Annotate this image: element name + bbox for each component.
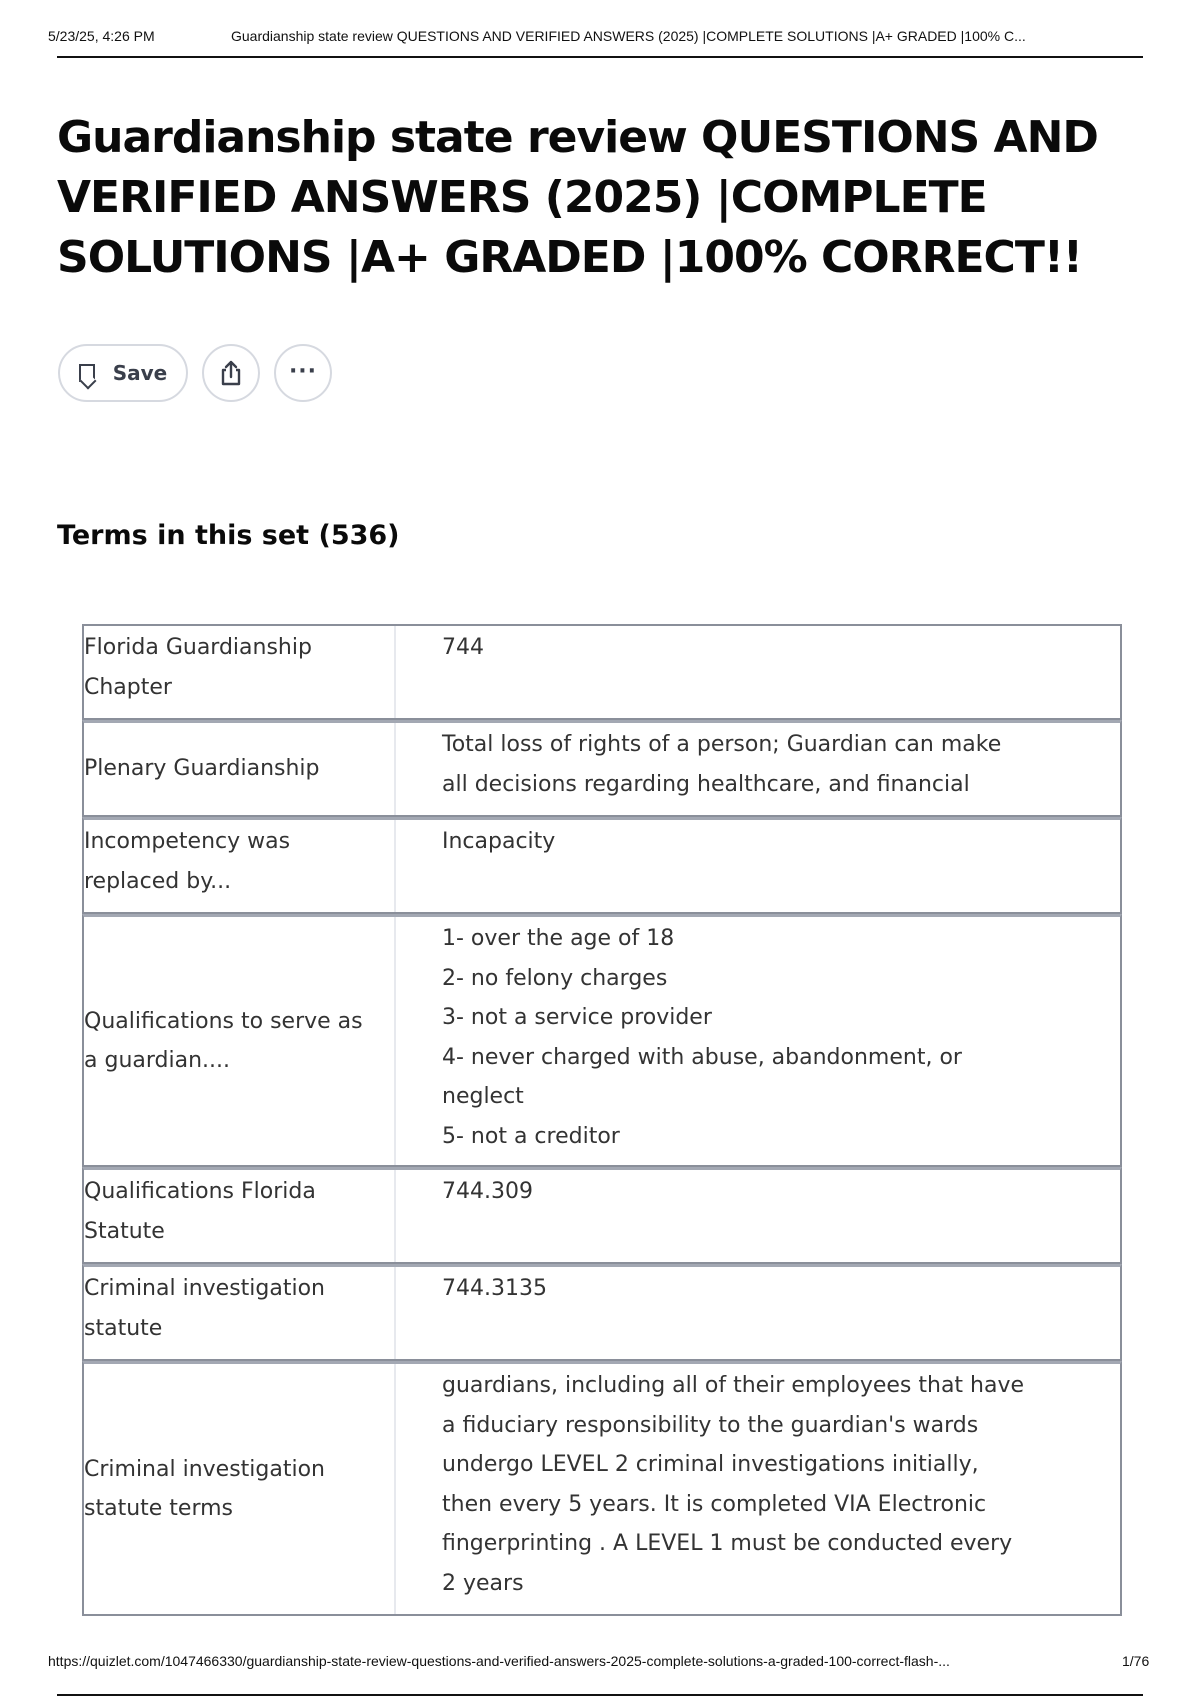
print-doc-title: Guardianship state review QUESTIONS AND VERIFIED ANSWERS (2025) |COMPLETE SOLUTIONS |A+ GRADED |100% C... — [231, 28, 1026, 44]
definition-text — [442, 1364, 1120, 1603]
column-divider — [394, 626, 396, 718]
term-line: a guardian.... — [84, 1048, 230, 1073]
term-text — [84, 1170, 394, 1262]
term-line: statute terms — [84, 1496, 234, 1521]
more-options-button[interactable] — [274, 344, 332, 402]
column-divider — [394, 723, 396, 815]
term-text — [84, 917, 394, 1165]
header-divider — [57, 56, 1143, 58]
term-line: statute — [84, 1315, 163, 1341]
footer-divider — [57, 1694, 1143, 1696]
term-text — [84, 820, 394, 912]
definition-line: 4- never charged with abuse, abandonment, or — [442, 1044, 962, 1070]
share-button[interactable] — [202, 344, 260, 402]
term-line: replaced by... — [84, 868, 232, 894]
definition-line: all decisions regarding healthcare, and financial — [442, 771, 970, 797]
definition-text — [442, 1170, 1120, 1212]
term-text — [84, 723, 394, 815]
page-number: 1/76 — [1122, 1653, 1150, 1669]
definition-line: Total loss of rights of a person; Guardian can make — [442, 732, 1002, 757]
term-text — [84, 1364, 394, 1614]
definition-text — [442, 820, 1120, 862]
save-button-label: Save — [112, 361, 168, 385]
term-line: Incompetency was — [84, 829, 291, 854]
definition-line: 3- not a service provider — [442, 1005, 712, 1030]
definition-line: a fiduciary responsibility to the guardian's wards — [442, 1412, 979, 1438]
definition-line: 1- over the age of 18 — [442, 926, 675, 951]
term-row — [82, 1361, 1122, 1616]
term-line: Criminal investigation — [84, 1456, 325, 1482]
term-text — [84, 1267, 394, 1359]
definition-line: 2 years — [442, 1570, 524, 1596]
share-icon — [218, 359, 244, 387]
term-line: Plenary Guardianship — [84, 756, 320, 782]
term-text — [84, 626, 394, 718]
definition-text — [442, 1267, 1120, 1309]
definition-line: neglect — [442, 1084, 524, 1109]
definition-line: Incapacity — [442, 829, 556, 854]
term-row — [82, 720, 1122, 817]
term-line: Qualifications Florida — [84, 1179, 316, 1204]
definition-line: 5- not a creditor — [442, 1123, 620, 1149]
term-row — [82, 1167, 1122, 1264]
column-divider — [394, 917, 396, 1165]
term-row — [82, 624, 1122, 720]
definition-line: 744.309 — [442, 1179, 533, 1204]
terms-heading: Terms in this set (536) — [57, 520, 400, 551]
bookmark-icon — [79, 364, 95, 382]
print-url: https://quizlet.com/1047466330/guardianship-state-review-questions-and-verified-answers-2025-complete-solutions-a-graded-100-correct-flash-... — [48, 1653, 950, 1669]
terms-table — [82, 624, 1122, 1616]
definition-line: fingerprinting . A LEVEL 1 must be conducted every — [442, 1531, 1013, 1556]
print-datetime: 5/23/25, 4:26 PM — [48, 28, 155, 44]
term-line: Qualifications to serve as — [84, 1008, 363, 1034]
definition-text — [442, 917, 1120, 1156]
term-line: Criminal investigation — [84, 1276, 325, 1301]
definition-line: 2- no felony charges — [442, 965, 668, 991]
page-title: Guardianship state review QUESTIONS AND VERIFIED ANSWERS (2025) |COMPLETE SOLUTIONS |A+ GRADED |100% CORRECT!! — [57, 112, 1098, 283]
term-line: Statute — [84, 1218, 165, 1244]
definition-line: undergo LEVEL 2 criminal investigations initially, — [442, 1452, 979, 1477]
definition-line: 744 — [442, 635, 484, 660]
definition-text — [442, 626, 1120, 668]
term-row — [82, 1264, 1122, 1361]
definition-text — [442, 723, 1120, 804]
definition-line: then every 5 years. It is completed VIA Electronic — [442, 1491, 987, 1517]
term-line: Chapter — [84, 674, 172, 700]
save-button[interactable] — [58, 344, 188, 402]
column-divider — [394, 820, 396, 912]
definition-line: 744.3135 — [442, 1276, 547, 1301]
term-line: Florida Guardianship — [84, 635, 312, 660]
term-row — [82, 817, 1122, 914]
definition-line: guardians, including all of their employees that have — [442, 1373, 1025, 1398]
column-divider — [394, 1364, 396, 1614]
more-horizontal-icon: ··· — [288, 358, 318, 384]
column-divider — [394, 1267, 396, 1359]
term-row — [82, 914, 1122, 1167]
column-divider — [394, 1170, 396, 1262]
